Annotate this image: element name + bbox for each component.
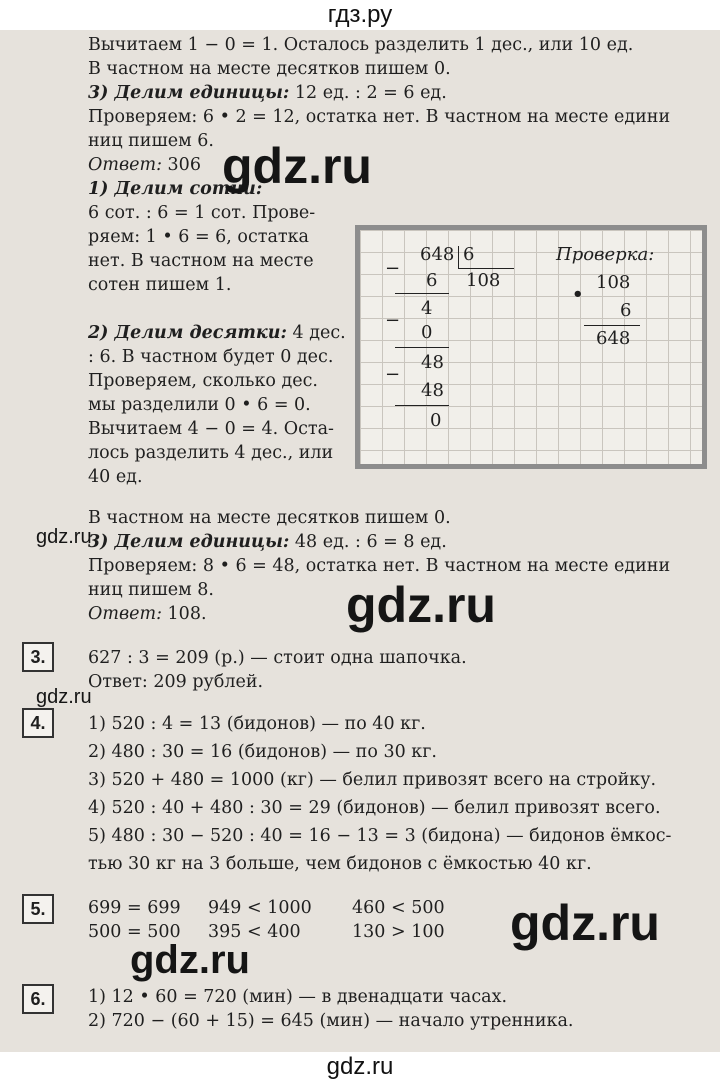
text-line: Вычитаем 1 − 0 = 1. Осталось разделить 1 дес., или 10 ед.	[88, 35, 634, 55]
subtrahend-1: 6	[426, 270, 438, 291]
text-line	[88, 321, 346, 345]
comparison: 500 = 500	[88, 922, 181, 942]
site-footer-title: gdz.ru	[326, 1053, 394, 1080]
remainder-2: 48	[421, 352, 444, 373]
comparison: 949 < 1000	[208, 898, 312, 918]
text-line: 40 ед.	[88, 467, 143, 487]
textbook-page	[0, 30, 720, 1052]
watermark: gdz.ru	[222, 138, 372, 194]
step-text: 12 ед. : 2 = 6 ед.	[289, 83, 447, 103]
check-product: 648	[596, 328, 631, 349]
text-line: Проверяем, сколько дес.	[88, 371, 318, 391]
task-number-4: 4.	[22, 708, 54, 738]
watermark: gdz.ru	[346, 577, 496, 633]
product-line	[584, 325, 640, 326]
text-line: 4) 520 : 40 + 480 : 30 = 29 (бидонов) — белил привозят всего.	[88, 798, 661, 818]
step-heading: 1) Делим сотни:	[88, 179, 263, 199]
site-header	[0, 0, 720, 30]
watermark: gdz.ru	[130, 938, 250, 982]
text-line: Вычитаем 4 − 0 = 4. Оста-	[88, 419, 334, 439]
subtraction-line	[395, 347, 449, 348]
task-number-3: 3.	[22, 642, 54, 672]
step-heading: 3) Делим единицы:	[88, 532, 290, 552]
final-remainder: 0	[430, 410, 442, 431]
answer-label: Ответ:	[88, 155, 162, 175]
text-line: Проверяем: 8 • 6 = 48, остатка нет. В частном на месте едини	[88, 556, 671, 576]
text-line: 1) 12 • 60 = 720 (мин) — в двенадцати часах.	[88, 987, 508, 1007]
step-heading: 3) Делим единицы:	[88, 83, 290, 103]
quotient-line	[458, 268, 514, 269]
watermark: gdz.ru	[36, 526, 92, 548]
answer-value: 108.	[161, 604, 207, 624]
watermark: gdz.ru	[36, 686, 92, 708]
minus-sign: −	[385, 258, 401, 279]
task-number-6: 6.	[22, 984, 54, 1014]
dividend: 648	[420, 244, 455, 265]
step-heading: 2) Делим десятки:	[88, 323, 287, 343]
check-label: Проверка:	[556, 244, 655, 265]
text-line: ниц пишем 8.	[88, 580, 214, 600]
subtrahend-3: 48	[421, 380, 444, 401]
answer-value: 306	[161, 155, 201, 175]
text-line: сотен пишем 1.	[88, 275, 232, 295]
text-line	[88, 530, 447, 554]
text-line: В частном на месте десятков пишем 0.	[88, 508, 451, 528]
text-line: ряем: 1 • 6 = 6, остатка	[88, 227, 309, 247]
long-division-grid	[355, 225, 707, 469]
site-header-title: гдз.ру	[327, 1, 393, 28]
division-bar	[458, 246, 459, 268]
text-line: ниц пишем 6.	[88, 131, 214, 151]
task-number-5: 5.	[22, 894, 54, 924]
comparison: 130 > 100	[352, 922, 445, 942]
text-line: 2) 480 : 30 = 16 (бидонов) — по 30 кг.	[88, 742, 437, 762]
text-line: : 6. В частном будет 0 дес.	[88, 347, 334, 367]
text-line: 1) 520 : 4 = 13 (бидонов) — по 40 кг.	[88, 714, 426, 734]
text-line: 6 сот. : 6 = 1 сот. Прове-	[88, 203, 316, 223]
text-line: Проверяем: 6 • 2 = 12, остатка нет. В частном на месте едини	[88, 107, 671, 127]
check-factor-1: 108	[596, 272, 631, 293]
text-line: 3) 520 + 480 = 1000 (кг) — белил привозят всего на стройку.	[88, 770, 657, 790]
subtrahend-2: 0	[421, 322, 433, 343]
text-line: 2) 720 − (60 + 15) = 645 (мин) — начало утренника.	[88, 1011, 574, 1031]
text-line: В частном на месте десятков пишем 0.	[88, 59, 451, 79]
text-line: лось разделить 4 дес., или	[88, 443, 334, 463]
text-line: 5) 480 : 30 − 520 : 40 = 16 − 13 = 3 (бидона) — бидонов ёмкос-	[88, 826, 672, 846]
site-footer	[0, 1052, 720, 1082]
comparison: 395 < 400	[208, 922, 301, 942]
answer-line	[88, 153, 201, 177]
multiply-sign: •	[572, 284, 584, 305]
text-line	[88, 81, 447, 105]
check-factor-2: 6	[620, 300, 632, 321]
text-line: 627 : 3 = 209 (р.) — стоит одна шапочка.	[88, 648, 467, 668]
subtraction-line	[395, 405, 449, 406]
remainder-1: 4	[421, 298, 433, 319]
minus-sign: −	[385, 310, 401, 331]
step-text: 48 ед. : 6 = 8 ед.	[289, 532, 447, 552]
text-line: мы разделили 0 • 6 = 0.	[88, 395, 311, 415]
step-text: 4 дес.	[286, 323, 346, 343]
divisor: 6	[463, 244, 475, 265]
watermark: gdz.ru	[510, 895, 660, 951]
comparison: 460 < 500	[352, 898, 445, 918]
subtraction-line	[395, 293, 449, 294]
minus-sign: −	[385, 364, 401, 385]
quotient: 108	[466, 270, 501, 291]
text-line: тью 30 кг на 3 больше, чем бидонов с ёмкостью 40 кг.	[88, 854, 592, 874]
comparison: 699 = 699	[88, 898, 181, 918]
answer-line	[88, 602, 207, 626]
answer-label: Ответ:	[88, 604, 162, 624]
text-line: нет. В частном на месте	[88, 251, 314, 271]
text-line: Ответ: 209 рублей.	[88, 672, 264, 692]
